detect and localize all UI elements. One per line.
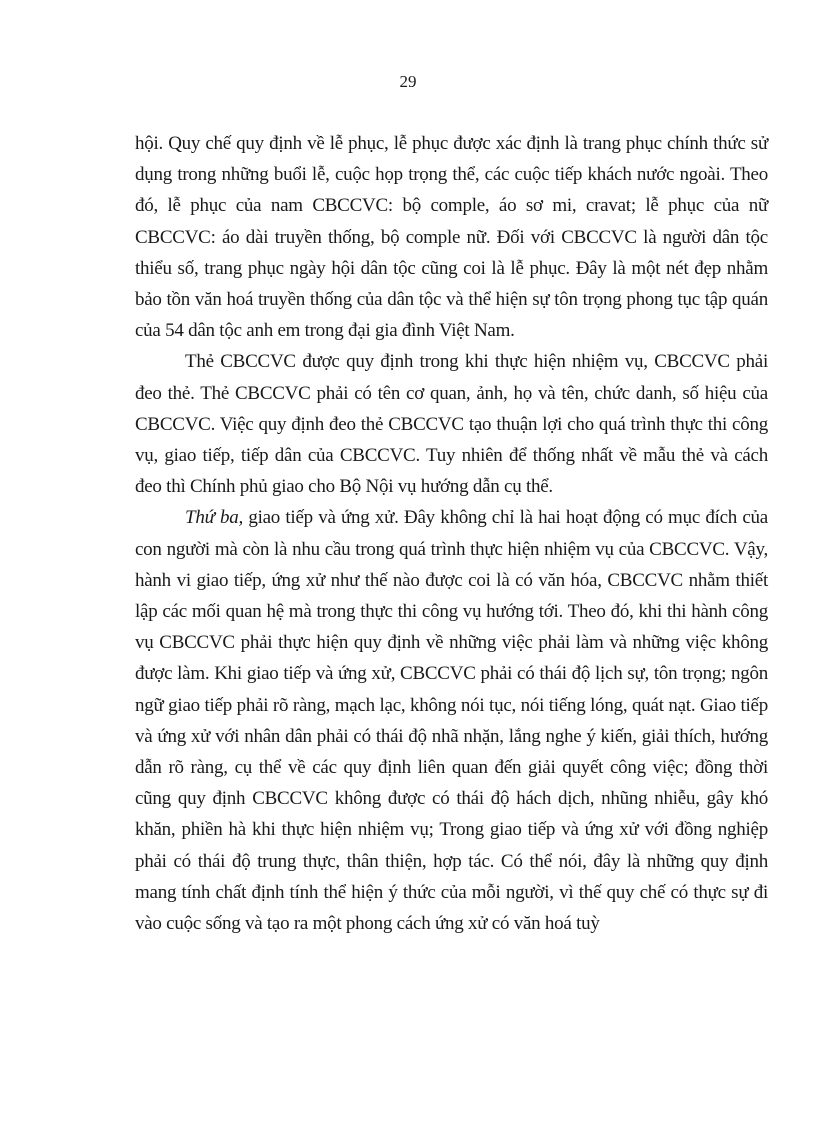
paragraph-communication-text: giao tiếp và ứng xử. Đây không chỉ là hai hoạt động có mục đích của con người mà còn là nhu cầu trong quá trình thực hiện nhiệm vụ của CBCCVC. Vậy, hành vi giao tiếp, ứng xử như thế nào được coi là có văn hóa, CBCCVC nhằm thiết lập các mối quan hệ mà trong thực thi công vụ hướng tới. Theo đó, khi thi hành công vụ CBCCVC phải thực hiện quy định về những việc phải làm và những việc không được làm. Khi giao tiếp và ứng xử, CBCCVC phải có thái độ lịch sự, tôn trọng; ngôn ngữ giao tiếp phải rõ ràng, mạch lạc, không nói tục, nói tiếng lóng, quát nạt. Giao tiếp và ứng xử với nhân dân phải có thái độ nhã nhặn, lắng nghe ý kiến, giải thích, hướng dẫn rõ ràng, cụ thể về các quy định liên quan đến giải quyết công việc; đồng thời cũng quy định CBCCVC không được có thái độ hách dịch, nhũng nhiễu, gây khó khăn, phiền hà khi thực hiện nhiệm vụ; Trong giao tiếp và ứng xử với đồng nghiệp phải có thái độ trung thực, thân thiện, hợp tác. Có thể nói, đây là những quy định mang tính chất định tính thể hiện ý thức của mỗi người, vì thế quy chế có thực sự đi vào cuộc sống và tạo ra một phong cách ứng xử có văn hoá tuỳ	[135, 507, 768, 935]
paragraph-communication	[135, 502, 768, 939]
paragraph-lead-italic: Thứ ba,	[185, 507, 244, 529]
paragraph-ceremonial-dress: hội. Quy chế quy định về lễ phục, lễ phục được xác định là trang phục chính thức sử dụng trong những buổi lễ, cuộc họp trọng thể, các cuộc tiếp khách nước ngoài. Theo đó, lễ phục của nam CBCCVC: bộ comple, áo sơ mi, cravat; lễ phục của nữ CBCCVC: áo dài truyền thống, bộ comple nữ. Đối với CBCCVC là người dân tộc thiểu số, trang phục ngày hội dân tộc cũng coi là lễ phục. Đây là một nét đẹp nhằm bảo tồn văn hoá truyền thống của dân tộc và thể hiện sự tôn trọng phong tục tập quán của 54 dân tộc anh em trong đại gia đình Việt Nam.	[135, 133, 768, 342]
body-text	[135, 128, 768, 939]
page-number: 29	[399, 72, 417, 91]
paragraph-staff-badge: Thẻ CBCCVC được quy định trong khi thực hiện nhiệm vụ, CBCCVC phải đeo thẻ. Thẻ CBCCVC phải có tên cơ quan, ảnh, họ và tên, chức danh, số hiệu của CBCCVC. Việc quy định đeo thẻ CBCCVC tạo thuận lợi cho quá trình thực thi công vụ, giao tiếp, tiếp dân của CBCCVC. Tuy nhiên để thống nhất về mẫu thẻ và cách đeo thì Chính phủ giao cho Bộ Nội vụ hướng dẫn cụ thể.	[135, 351, 768, 498]
